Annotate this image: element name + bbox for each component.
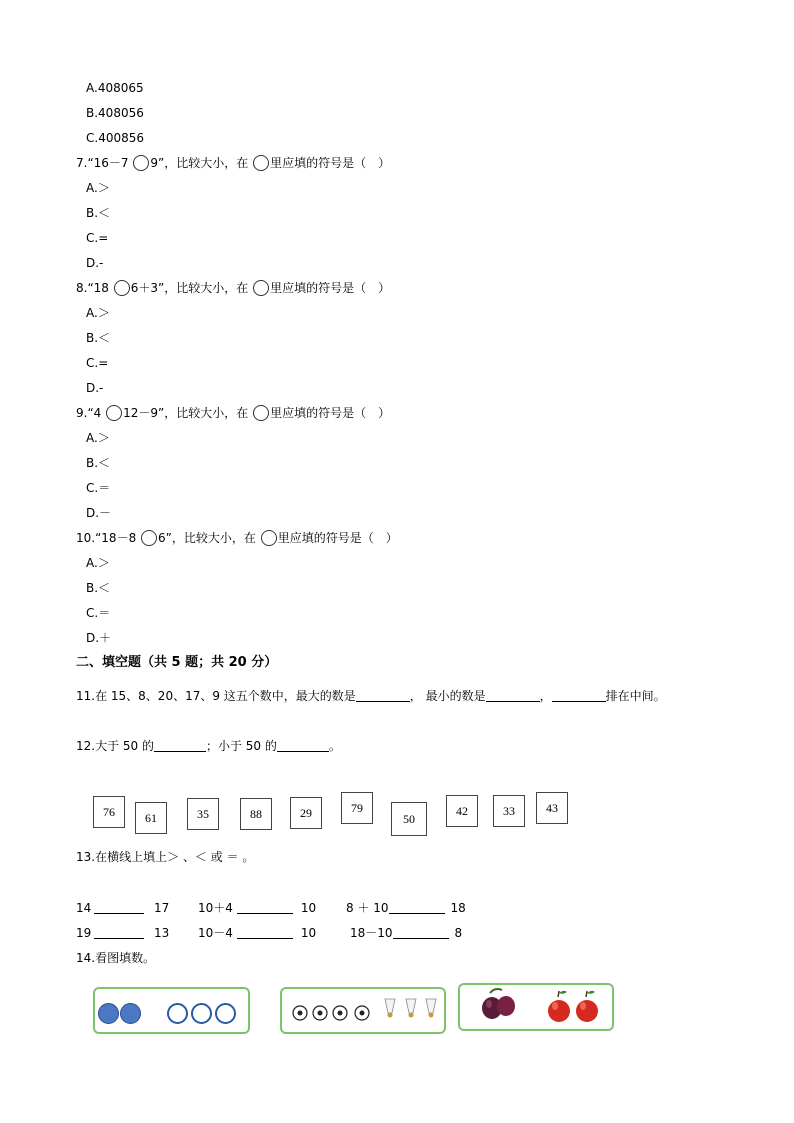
compare-right: 18 [450,901,466,915]
compare-circle [114,280,130,296]
answer-blank[interactable] [552,689,606,702]
picture-box-balls [280,987,446,1034]
compare-row [346,900,466,916]
q8-post: 6＋3”，比较大小，在 [130,281,253,295]
q11-text-b: ， 最小的数是 [409,689,486,703]
q10-option-b: B.＜ [86,581,111,595]
filled-circle-icon [98,1003,119,1024]
q9-option-b: B.＜ [86,456,111,470]
q12-text-a: 12.大于 50 的 [76,739,154,753]
picture-box-fruits [458,983,614,1031]
answer-blank[interactable] [486,689,540,702]
q10-option-c: C.＝ [86,606,111,620]
q9-option-d: D.－ [86,506,112,520]
q7-option-d: D.- [86,256,104,270]
q12-text-b: ；小于 50 的 [205,739,277,753]
soccer-ball-icon [293,1006,307,1020]
q6-option-a: A.408065 [86,81,144,95]
shuttlecock-icon [426,999,436,1018]
empty-circle-icon [167,1003,188,1024]
compare-left: 18－10 [350,926,393,940]
compare-left: 10＋4 [198,901,233,915]
compare-left: 8 ＋ 10 [346,901,389,915]
apple-icon [548,991,570,1022]
compare-row [198,900,316,916]
q11-text-d: 排在中间。 [605,689,666,703]
compare-row [76,900,184,916]
q9-tail: 里应填的符号是（ ） [270,406,391,420]
q9-post: 12－9”，比较大小，在 [123,406,253,420]
soccer-ball-icon [355,1006,369,1020]
compare-right: 13 [154,926,170,940]
answer-blank[interactable] [237,901,293,914]
answer-blank[interactable] [237,926,293,939]
number-card: 79 [341,792,373,824]
compare-row [350,925,462,941]
shuttlecock-icon [406,999,416,1018]
compare-circle [141,530,157,546]
q9-stem [76,405,390,421]
q7-option-c: C.= [86,231,109,245]
number-card: 76 [93,796,125,828]
compare-row [198,925,316,941]
answer-blank[interactable] [154,739,206,752]
number-card: 29 [290,797,322,829]
q9-option-c: C.＝ [86,481,111,495]
compare-left: 19 [76,926,92,940]
q11-stem [76,688,666,704]
q11-text-a: 11.在 15、8、20、17、9 这五个数中，最大的数是 [76,689,356,703]
compare-left: 14 [76,901,92,915]
number-card: 50 [391,802,427,836]
q8-pre: 8.“18 [76,281,113,295]
q6-option-c: C.400856 [86,131,145,145]
q10-tail: 里应填的符号是（ ） [277,531,398,545]
compare-right: 10 [300,926,317,940]
q7-post: 9”，比较大小，在 [150,156,253,170]
q9-pre: 9.“4 [76,406,106,420]
q14-stem: 14.看图填数。 [76,951,156,965]
number-card: 43 [536,792,568,824]
q7-pre: 7.“16－7 [76,156,133,170]
q7-stem [76,155,390,171]
empty-circle-icon [191,1003,212,1024]
q7-tail: 里应填的符号是（ ） [270,156,391,170]
q10-post: 6”，比较大小，在 [158,531,260,545]
q6-option-b: B.408056 [86,106,144,120]
q8-tail: 里应填的符号是（ ） [270,281,391,295]
answer-blank[interactable] [393,926,449,939]
compare-circle [261,530,277,546]
q8-option-d: D.- [86,381,104,395]
fruit-picture [460,985,612,1029]
soccer-ball-icon [313,1006,327,1020]
number-card: 35 [187,798,219,830]
sports-picture [282,989,444,1032]
number-card: 33 [493,795,525,827]
compare-right: 8 [454,926,463,940]
q8-option-c: C.= [86,356,109,370]
plum-icon [482,989,515,1019]
q8-option-a: A.＞ [86,306,110,320]
compare-circle [253,155,269,171]
compare-right: 10 [300,901,317,915]
q7-option-b: B.＜ [86,206,111,220]
q12-text-c: 。 [328,739,341,753]
answer-blank[interactable] [94,926,144,939]
compare-circle [253,280,269,296]
shuttlecock-icon [385,999,395,1018]
answer-blank[interactable] [94,901,144,914]
empty-circle-icon [215,1003,236,1024]
q13-stem: 13.在横线上填上＞ 、＜ 或 ＝ 。 [76,850,255,864]
soccer-ball-icon [333,1006,347,1020]
filled-circle-icon [120,1003,141,1024]
picture-box-circles [93,987,250,1034]
section-heading: 二、填空题（共 5 题；共 20 分） [76,655,278,670]
answer-blank[interactable] [277,739,329,752]
q10-pre: 10.“18－8 [76,531,141,545]
q12-stem [76,738,341,754]
compare-left: 10－4 [198,926,233,940]
q10-option-d: D.＋ [86,631,112,645]
q7-option-a: A.＞ [86,181,110,195]
apple-icon [576,991,598,1022]
compare-circle [133,155,149,171]
compare-right: 17 [154,901,170,915]
number-card: 88 [240,798,272,830]
compare-circle [253,405,269,421]
q9-option-a: A.＞ [86,431,110,445]
q10-stem [76,530,398,546]
number-card: 61 [135,802,167,834]
q11-text-c: ， [539,689,552,703]
q8-stem [76,280,390,296]
number-card: 42 [446,795,478,827]
compare-row [76,925,184,941]
compare-circle [106,405,122,421]
answer-blank[interactable] [356,689,410,702]
q8-option-b: B.＜ [86,331,111,345]
q10-option-a: A.＞ [86,556,110,570]
answer-blank[interactable] [389,901,445,914]
